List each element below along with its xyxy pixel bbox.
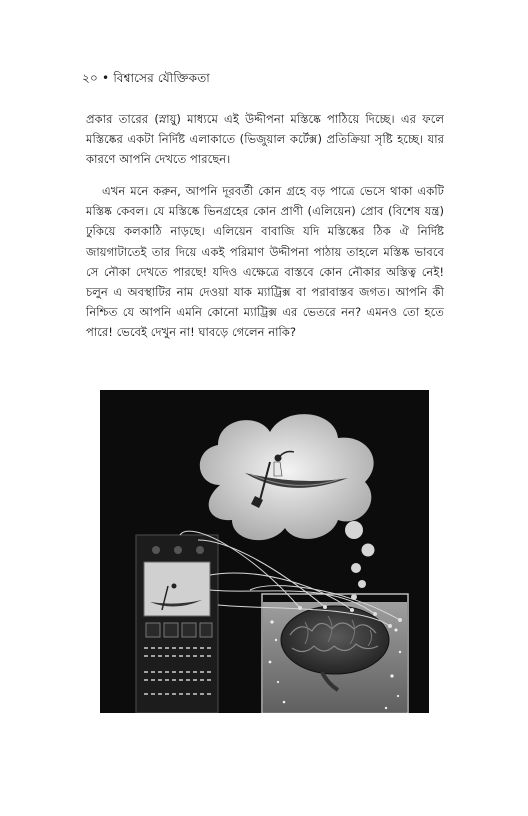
monitor-screen [144,562,210,616]
page-number: ২০ [82,71,99,85]
thought-cloud [200,414,374,540]
header-separator: • [102,71,110,85]
body-paragraph-1: প্রকার তারের (স্নায়ু) মাধ্যমে এই উদ্দীপনা মস্তিষ্কে পাঠিয়ে দিচ্ছে। এর ফলে মস্তিষ্কের একটা নির্দিষ্ট এলাকাতে (ভিজুয়াল কর্টেক্স) প্রতিক্রিয়া সৃষ্টি হচ্ছে। যার কারণে আপনি দেখতে পারছেন। [86,112,444,167]
glass-tank [262,594,408,713]
body-paragraph-2: এখন মনে করুন, আপনি দূরবর্তী কোন গ্রহে বড় পাত্রে ভেসে থাকা একটি মস্তিষ্ক কেবল। যে মস্তিষ্কে ভিনগ্রহের কোন প্রাণী (এলিয়েন) প্রোব (বিশেষ যন্ত্র) ঢুকিয়ে কলকাঠি নাড়ছে। এলিয়েন বাবাজি যদি মস্তিষ্কের ঠিক ঐ নির্দিষ্ট জায়গাটাতেই তার দিয়ে একই পরিমাণ উদ্দীপনা পাঠায় তাহলে মস্তিষ্ক ভাববে সে নৌকা দেখতে পারছে! যদিও এক্ষেত্রে বাস্তবে কোন নৌকার অস্তিত্ব নেই! চলুন এ অবস্থাটির নাম দেওয়া যাক ম্যাট্রিক্স বা পরাবাস্তব জগত। আপনি কী নিশ্চিত যে আপনি এমনি কোনো ম্যাট্রিক্স এর ভেতরে নন? এমনও তো হতে পারে! ভেবেই দেখুন না! ঘাবড়ে গেলেন নাকি? [86,184,444,340]
cloud-shape [200,414,374,540]
running-header [82,70,210,90]
book-title: বিশ্বাসের যৌক্তিকতা [113,71,210,85]
illustration-svg [100,390,429,713]
brain-in-vat-illustration [100,390,429,713]
thought-bubbles [345,521,375,600]
computer-machine [136,535,218,713]
